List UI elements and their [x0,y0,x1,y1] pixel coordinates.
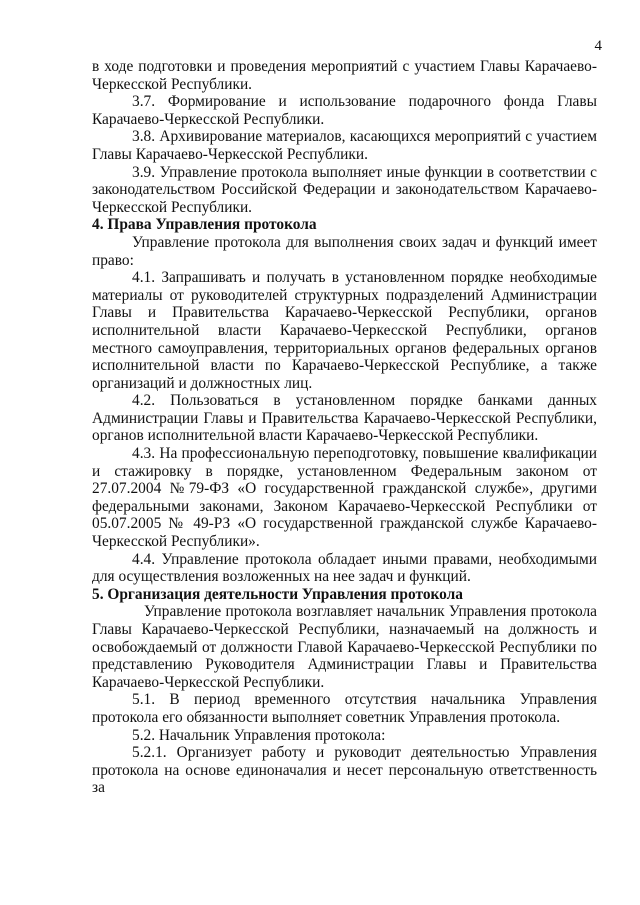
section-5-heading: 5. Организация деятельности Управления протокола [92,585,464,603]
paragraph-3-8: 3.8. Архивирование материалов, касающихся мероприятий с участием Главы Карачаево-Черкесской Республики. [92,128,597,163]
paragraph-4-4: 4.4. Управление протокола обладает иными правами, необходимыми для осуществления возложенных на нее задач и функций. [92,550,597,586]
paragraph-4-intro: Управление протокола для выполнения своих задач и функций имеет право: [92,233,597,269]
paragraph-continuation: в ходе подготовки и проведения мероприятий с участием Главы Карачаево-Черкесской Республики. [92,58,597,93]
paragraph-4-3: 4.3. На профессиональную переподготовку, повышение квалификации и стажировку в порядке, установленном Федеральным законом от 27.07.2004 №79-ФЗ «О государственной гражданской службе», другими федеральными законами, Законом Карачаево-Черкесской Республики от 05.07.2005 № 49-РЗ «О государственной гражданской службе Карачаево-Черкесской Республики». [92,445,597,551]
section-4-heading: 4. Права Управления протокола [92,216,317,234]
paragraph-4-1: 4.1. Запрашивать и получать в установленном порядке необходимые материалы от руководителей структурных подразделений Администрации Главы и Правительства Карачаево-Черкесской Республики, органов исполнительной власти Карачаево-Черкесской Республики, органов местного самоуправления, территориальных органов федеральных органов исполнительной власти по Карачаево-Черкесской Республике, а также организаций и должностных лиц. [92,269,597,392]
paragraph-5-2: 5.2. Начальник Управления протокола: [132,726,386,744]
paragraph-3-7: 3.7. Формирование и использование подарочного фонда Главы Карачаево-Черкесской Республики. [92,93,597,128]
paragraph-5-1: 5.1. В период временного отсутствия начальника Управления протокола его обязанности выполняет советник Управления протокола. [92,691,597,726]
page-number: 4 [594,38,602,54]
paragraph-3-9: 3.9. Управление протокола выполняет иные функции в соответствии с законодательством Российской Федерации и законодательством Карачаево-Черкесской Республики. [92,163,597,216]
paragraph-4-2: 4.2. Пользоваться в установленном порядке банками данных Администрации Главы и Правительства Карачаево-Черкесской Республики, органов исполнительной власти Карачаево-Черкесской Республики. [92,392,597,445]
paragraph-5-intro: Управление протокола возглавляет начальник Управления протокола Главы Карачаево-Черкесской Республики, назначаемый на должность и освобождаемый от должности Главой Карачаево-Черкесской Республики по представлению Руководителя Администрации Главы и Правительства Карачаево-Черкесской Республики. [92,603,597,691]
document-body [92,58,597,797]
paragraph-5-2-1: 5.2.1. Организует работу и руководит деятельностью Управления протокола на основе единоначалия и несет персональную ответственность за [92,744,597,797]
